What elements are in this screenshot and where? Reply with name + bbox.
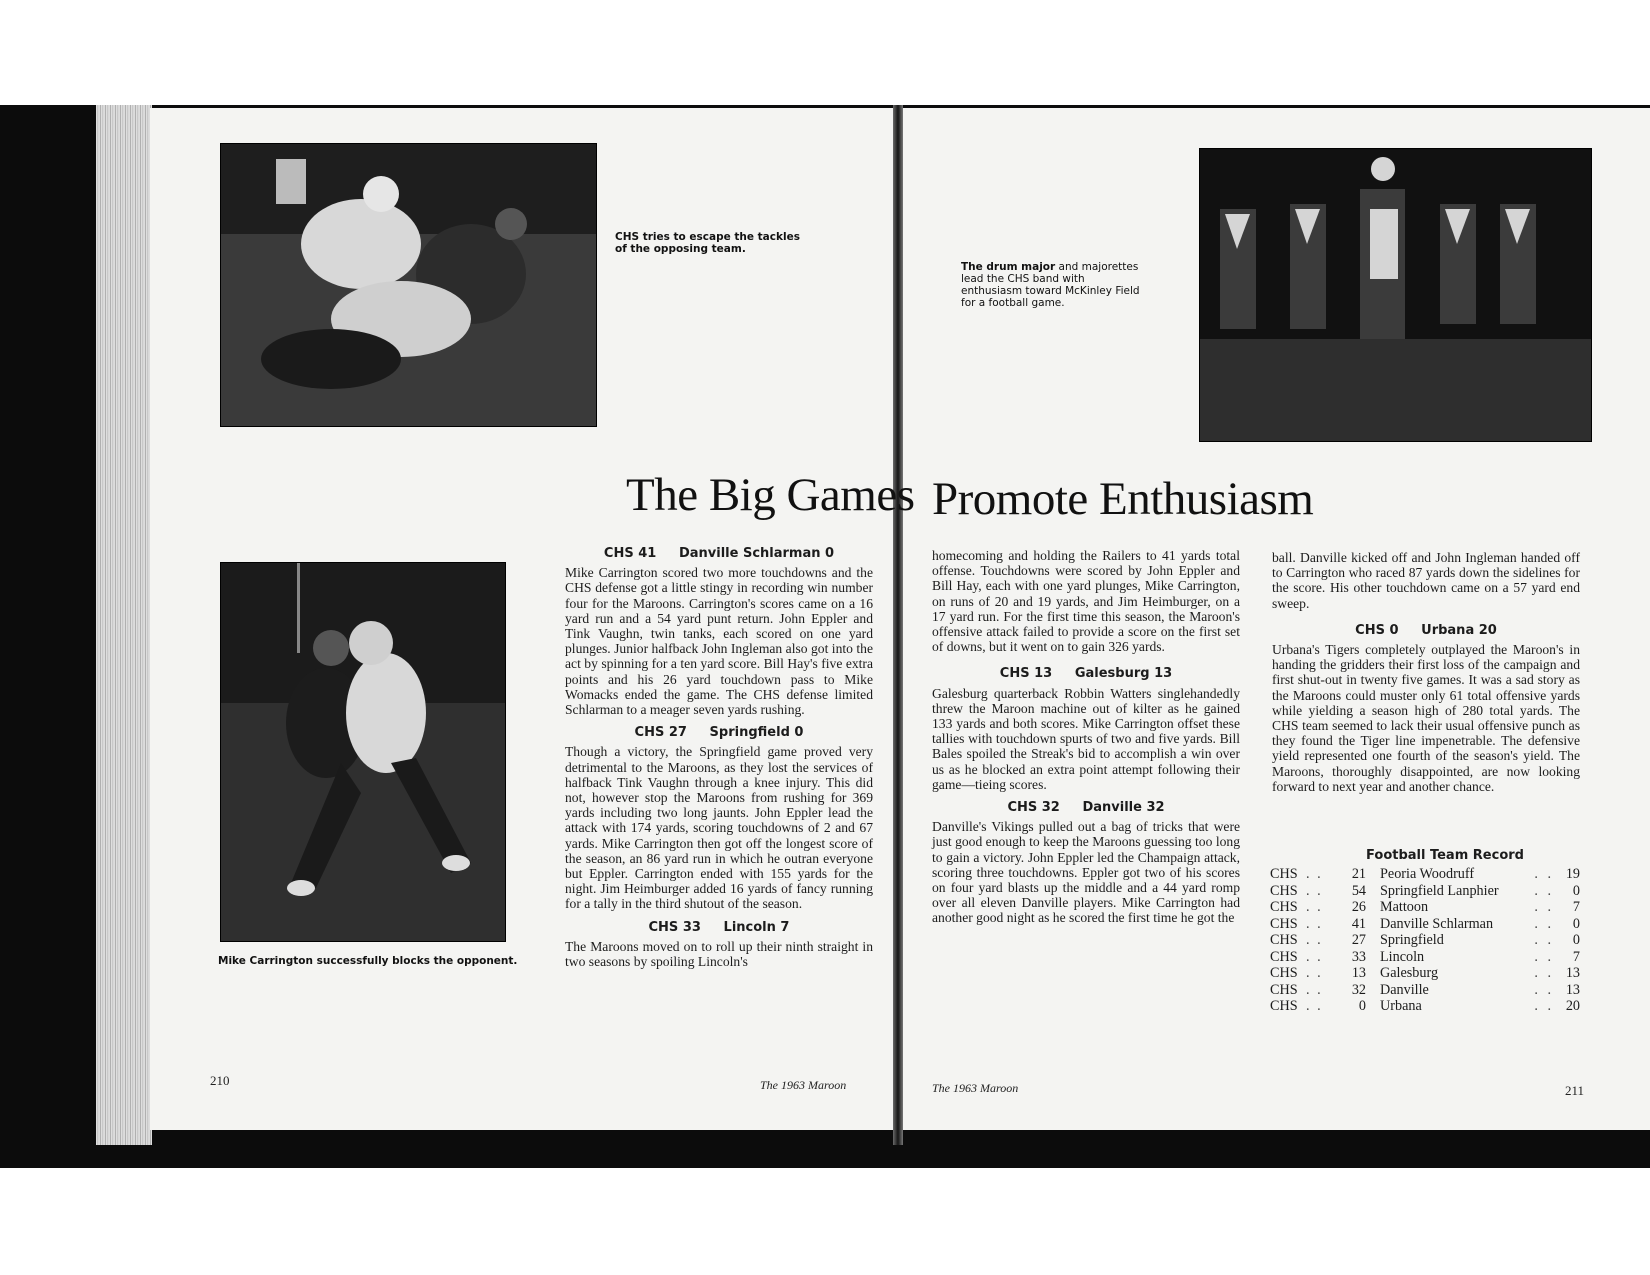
- footer-title-right: The 1963 Maroon: [932, 1081, 1019, 1095]
- record-opponent: Danville: [1380, 981, 1429, 998]
- game-report-lincoln-continued: homecoming and holding the Railers to 41 yards total offense. Touchdowns were scored by John Eppler and Bill Hay, each with one yard plunges, Mike Carrington, on runs of 20 and 19 yards, and Jim Heimburger, on a 17 yard run. For the first time this season, the Maroon's offensive attack failed to provide a score on the first set of downs, but it went on to gain 326 yards.: [932, 548, 1240, 655]
- record-team: CHS: [1270, 981, 1298, 998]
- record-row: [1270, 899, 1580, 916]
- record-opponent: Urbana: [1380, 998, 1422, 1014]
- game-report-schlarman: Mike Carrington scored two more touchdowns and the CHS defense got a little stingy in recording win number four for the Maroons. Carrington's scores came on a 16 yard run and a 54 yard punt return. John Eppler and Tink Vaughn, twin tanks, each scored on one yard plunges. Junior halfback John Ingleman also got into the act by spinning for a ten yard score. Bill Hay's five extra points and his 26 yard touchdown pass to Mike Womacks ended the game. The CHS defense limited Schlarman to a meager seven yards rushing.: [565, 565, 873, 718]
- score-heading-game3: CHS 33 Lincoln 7: [648, 919, 790, 935]
- game-report-springfield: Though a victory, the Springfield game proved very detrimental to the Maroons, as they lost the services of halfback Tink Vaughn through a knee injury. This did not, however stop the Maroons from rushing for 369 yards including two long jaunts. John Eppler lead the attack with 174 yards, scoring touchdowns of 2 and 67 yards. Mike Carrington then got off the longest score of the season, an 86 yard run in which he outran everyone but Eppler. Carrington ended with 155 yards for the night. Jim Heimburger added 16 yards of fancy running for a tally in the third shutout of the season.: [565, 744, 873, 912]
- score-heading-game2: CHS 27 Springfield 0: [634, 725, 804, 741]
- article-column-left: [565, 546, 873, 969]
- photo-carrington: [220, 562, 506, 942]
- record-row: [1270, 932, 1580, 949]
- record-team: CHS: [1270, 866, 1298, 882]
- record-team: CHS: [1270, 899, 1298, 915]
- record-leader-dots: . .: [1306, 899, 1323, 915]
- record-chs-score: 13: [1351, 965, 1366, 981]
- page-edges: [96, 105, 152, 1145]
- record-leader-dots: . .: [1534, 882, 1554, 899]
- article-column-right: [1272, 550, 1580, 794]
- page-number-right: 211: [1565, 1083, 1585, 1098]
- record-leader-dots: . .: [1306, 866, 1323, 882]
- record-leader-dots: . .: [1534, 998, 1554, 1014]
- record-opponent-score: 13: [1565, 981, 1580, 998]
- photo-tackle: [220, 143, 597, 427]
- record-leader-dots: . .: [1306, 948, 1323, 965]
- record-chs-score: 32: [1351, 981, 1366, 998]
- record-opponent: Peoria Woodruff: [1380, 866, 1475, 882]
- record-opponent: Mattoon: [1380, 899, 1429, 915]
- record-team: CHS: [1270, 915, 1298, 932]
- record-chs-score: 26: [1351, 899, 1366, 915]
- record-row: [1270, 883, 1580, 900]
- score-heading-game1: CHS 41 Danville Schlarman 0: [603, 546, 835, 561]
- record-opponent-score: 7: [1572, 899, 1580, 915]
- record-team: CHS: [1270, 948, 1298, 965]
- record-chs-score: 21: [1351, 866, 1366, 882]
- record-chs-score: 54: [1351, 882, 1366, 899]
- record-leader-dots: . .: [1306, 932, 1323, 948]
- game-report-danville-continued: ball. Danville kicked off and John Ingleman handed off to Carrington who raced 87 yards down the sidelines for the score. His other touchdown came on a 57 yard end sweep.: [1272, 550, 1580, 611]
- record-team: CHS: [1270, 932, 1298, 948]
- caption-tackle: CHS tries to escape the tackles of the opposing team.: [615, 231, 800, 255]
- record-row: [1270, 998, 1580, 1015]
- record-opponent: Danville Schlarman: [1380, 915, 1494, 932]
- record-row: [1270, 949, 1580, 966]
- football-team-record: [1270, 848, 1580, 1015]
- record-leader-dots: . .: [1306, 882, 1323, 899]
- record-opponent: Lincoln: [1380, 948, 1425, 965]
- score-heading-game6: CHS 0 Urbana 20: [1355, 622, 1497, 638]
- record-opponent: Galesburg: [1380, 965, 1439, 981]
- record-leader-dots: . .: [1534, 915, 1554, 932]
- page-number-left: 210: [210, 1073, 230, 1088]
- game-report-danville: Danville's Vikings pulled out a bag of tricks that were just good enough to keep the Maroons guessing too long to gain a victory. John Eppler led the Champaign attack, scoring three touchdowns. Eppler got two of his scores on four yard blasts up the middle and a 44 yard romp over all eleven Danville players. Mike Carrington had another good night as he scored the first time he got the: [932, 819, 1240, 926]
- caption-carrington: Mike Carrington successfully blocks the opponent.: [218, 955, 518, 967]
- book-gutter: [893, 105, 903, 1145]
- record-rows: [1270, 866, 1580, 1015]
- record-leader-dots: . .: [1534, 932, 1554, 948]
- game-report-lincoln: The Maroons moved on to roll up their ninth straight in two seasons by spoiling Lincoln's: [565, 938, 873, 970]
- record-opponent: Springfield: [1380, 932, 1444, 948]
- record-row: [1270, 916, 1580, 933]
- article-column-middle: [932, 548, 1240, 926]
- record-opponent: Springfield Lanphier: [1380, 882, 1499, 899]
- caption-drum-major-text: and majorettes lead the CHS band with enthusiasm toward McKinley Field for a football game.: [961, 261, 1140, 309]
- record-leader-dots: . .: [1534, 948, 1554, 965]
- record-row: [1270, 982, 1580, 999]
- record-team: CHS: [1270, 965, 1298, 981]
- record-opponent-score: 0: [1572, 932, 1580, 948]
- score-heading-game4: CHS 13 Galesburg 13: [999, 666, 1173, 682]
- record-row: [1270, 866, 1580, 883]
- caption-drum-major: [961, 261, 1146, 309]
- photo-drum-major: [1199, 148, 1592, 442]
- footer-title-left: The 1963 Maroon: [760, 1078, 847, 1092]
- record-leader-dots: . .: [1534, 965, 1554, 981]
- record-chs-score: 41: [1351, 915, 1366, 932]
- record-leader-dots: . .: [1306, 998, 1323, 1014]
- game-report-galesburg: Galesburg quarterback Robbin Watters singlehandedly threw the Maroon machine out of kilter as he gained 133 yards and both scores. Mike Carrington offset these tallies with touchdown spurts of two and five yards. Bill Bales spoiled the Streak's bid to accomplish a win over us as he blocked an extra point attempt following their game—tieing scores.: [932, 685, 1240, 792]
- score-heading-game5: CHS 32 Danville 32: [1007, 800, 1165, 816]
- game-report-urbana: Urbana's Tigers completely outplayed the Maroon's in handing the gridders their first loss of the campaign and first shut-out in twenty five games. It was a sad story as the Maroons could muster only 61 total offensive yards while yielding a season high of 280 total yards. The CHS team seemed to lack their usual offensive punch as they found the Tiger line impenetrable. The defensive yield represented one fourth of the season's yield. The Maroons, thoroughly disappointed, are now looking forward to next year and another chance.: [1272, 642, 1580, 794]
- record-leader-dots: . .: [1306, 981, 1323, 998]
- record-leader-dots: . .: [1306, 915, 1323, 932]
- record-leader-dots: . .: [1534, 866, 1554, 882]
- record-opponent-score: 20: [1565, 998, 1580, 1014]
- record-chs-score: 33: [1351, 948, 1366, 965]
- record-opponent-score: 19: [1565, 866, 1580, 882]
- record-opponent-score: 0: [1572, 915, 1580, 932]
- record-row: [1270, 965, 1580, 982]
- record-opponent-score: 7: [1572, 948, 1580, 965]
- record-chs-score: 27: [1351, 932, 1366, 948]
- record-opponent-score: 0: [1572, 882, 1580, 899]
- record-title: Football Team Record: [1366, 848, 1524, 863]
- record-leader-dots: . .: [1534, 899, 1554, 915]
- record-team: CHS: [1270, 882, 1298, 899]
- title-left: The Big Games: [626, 469, 915, 521]
- record-leader-dots: . .: [1306, 965, 1323, 981]
- caption-drum-major-lead: The drum major: [961, 261, 1056, 273]
- record-opponent-score: 13: [1565, 965, 1580, 981]
- record-team: CHS: [1270, 998, 1298, 1014]
- title-right: Promote Enthusiasm: [932, 473, 1314, 525]
- record-chs-score: 0: [1358, 998, 1366, 1014]
- record-leader-dots: . .: [1534, 981, 1554, 998]
